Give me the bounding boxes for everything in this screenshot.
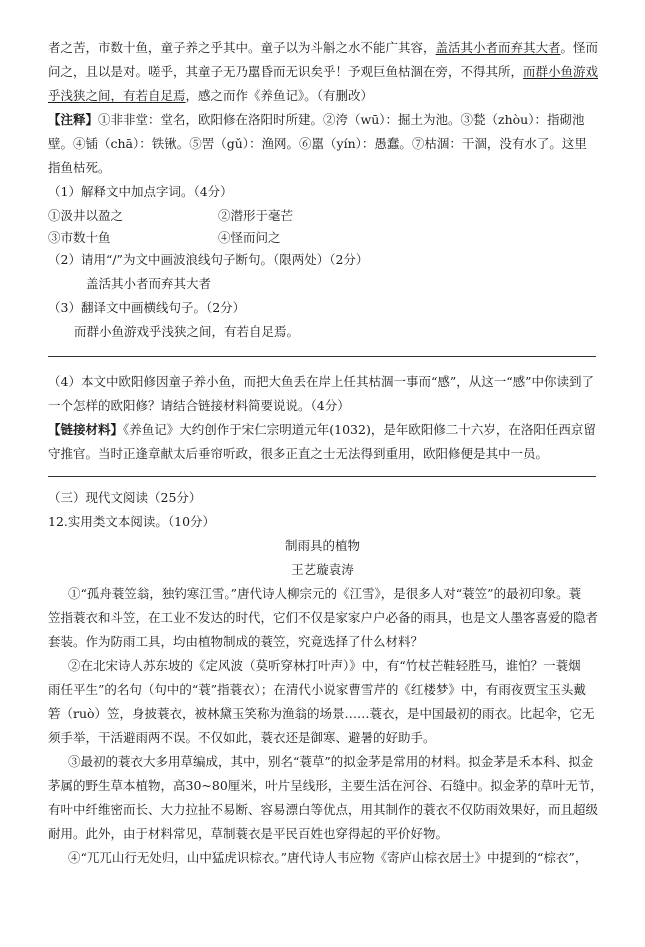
link-material-line-1 <box>48 420 608 440</box>
link-material-label: 【链接材料】 <box>48 422 124 437</box>
paragraph-4-line-1: ④“兀兀山行无处归，山中猛虎识棕衣。”唐代诗人韦应物《寄庐山棕衣居士》中提到的“棕衣”， <box>68 850 588 865</box>
question-4-line-1: （4）本文中欧阳修因童子养小鱼，而把大鱼丢在岸上任其枯涸一事而“感”，从这一“感”中你读到了 <box>48 374 595 389</box>
passage-text: 。怪而 <box>560 40 599 55</box>
answer-line <box>48 476 596 477</box>
link-material-text: 《养鱼记》大约创作于宋仁宗明道元年(1032)，是年欧阳修二十六岁，在洛阳任西京留 <box>123 422 596 437</box>
paragraph-3-line-2: 茅属的野生草本植物，高30~80厘米，叶片呈线形，主要生活在河谷、石缝中。拟金茅的草叶无节， <box>48 778 603 793</box>
paragraph-2-line-2: 雨任平生”的名句（句中的“蓑”指蓑衣）；在清代小说家曹雪芹的《红楼梦》中，有雨夜贾宝玉头戴 <box>48 682 586 697</box>
paragraph-2-line-1: ②在北宋诗人苏东坡的《定风波（莫听穿林打叶声）》中，有“竹杖芒鞋轻胜马，谁怕？一蓑烟 <box>68 658 581 673</box>
wavy-underlined-sentence: 盖活其小者而弃其大者 <box>435 40 561 55</box>
question-1: （1）解释文中加点字词。（4分） <box>48 184 233 199</box>
paragraph-1-line-3: 套装。作为防雨工具，均由植物制成的蓑笠，究竟选择了什么材料？ <box>48 634 424 649</box>
answer-line <box>48 356 596 357</box>
paragraph-1-line-1: ①“孤舟蓑笠翁，独钓寒江雪。”唐代诗人柳宗元的《江雪》，是很多人对“蓑笠”的最初印象。蓑 <box>68 586 582 601</box>
passage-line-1 <box>48 38 608 58</box>
underlined-sentence: 而群小鱼游戏 <box>523 64 599 79</box>
section-heading: （三）现代文阅读（25分） <box>48 490 202 505</box>
q1-item-3: ③市数十鱼 <box>48 230 111 245</box>
underlined-sentence: 乎浅狭之间，有若自足焉 <box>48 88 186 103</box>
q3-sentence: 而群小鱼游戏乎浅狭之间，有若自足焉。 <box>74 324 300 339</box>
passage-text: 者之苦，市数十鱼，童子养之乎其中。童子以为斗斛之水不能广其容， <box>48 40 436 55</box>
passage-line-3 <box>48 86 608 106</box>
passage-line-2 <box>48 62 608 82</box>
question-2: （2）请用“/”为文中画波浪线句子断句。（限两处）（2分） <box>48 252 369 267</box>
q1-item-1: ①汲井以盈之 <box>48 208 124 223</box>
question-3: （3）翻译文中画横线句子。（2分） <box>48 300 246 315</box>
paragraph-2-line-3: 箬（ruò）笠，身披蓑衣，被林黛玉笑称为渔翁的场景……蓑衣，是中国最初的雨衣。比起伞，它无 <box>48 706 595 721</box>
notes-line-3: 指鱼枯死。 <box>48 160 111 175</box>
paragraph-1-line-2: 笠指蓑衣和斗笠，在工业不发达的时代，它们不仅是家家户户必备的雨具，也是文人墨客喜爱的隐者 <box>48 610 599 625</box>
passage-text: ，感之而作《养鱼记》。（有删改） <box>185 88 374 103</box>
article-author: 王艺璇袁涛 <box>291 562 354 577</box>
q1-item-4: ④怪而问之 <box>218 230 281 245</box>
article-title: 制雨具的植物 <box>284 538 360 553</box>
q2-sentence: 盖活其小者而弃其大者 <box>86 276 212 291</box>
notes-label: 【注释】 <box>48 112 99 127</box>
paragraph-3-line-4: 耐用。此外，由于材料常见，草制蓑衣是平民百姓也穿得起的平价好物。 <box>48 826 449 841</box>
notes-line-1 <box>48 110 608 130</box>
q1-item-2: ②潜形于毫芒 <box>218 208 294 223</box>
notes-line-2: 壁。④锸（chā）：铁锹。⑤罟（gǔ）：渔网。⑥嚚（yín）：愚蠢。⑦枯涸：干涸，没有水了。这里 <box>48 136 587 151</box>
link-material-line-2: 守推官。当时正逢章献太后垂帘听政，很多正直之士无法得到重用，欧阳修便是其中一员。 <box>48 446 549 461</box>
question-12: 12.实用类文本阅读。（10分） <box>48 514 216 529</box>
passage-text: 问之，且以是对。嗟乎，其童子无乃嚚昏而无识矣乎！予观巨鱼枯涸在旁，不得其所， <box>48 64 524 79</box>
paragraph-3-line-1: ③最初的蓑衣大多用草编成，其中，别名“蓑草”的拟金茅是常用的材料。拟金茅是禾本科、拟金 <box>68 754 594 769</box>
notes-text: ①非非堂：堂名，欧阳修在洛阳时所建。②洿（wū）：掘土为池。③甃（zhòu）：指砌池 <box>98 112 585 127</box>
paragraph-2-line-4: 须手举，干活避雨两不误。不仅如此，蓑衣还是御寒、避暑的好助手。 <box>48 730 436 745</box>
paragraph-3-line-3: 有叶中纤维密而长、大力拉扯不易断、容易漂白等优点，用其制作的蓑衣不仅防雨效果好，而且超级 <box>48 802 599 817</box>
question-4-line-2: 一个怎样的欧阳修？请结合链接材料简要说说。（4分） <box>48 398 350 413</box>
